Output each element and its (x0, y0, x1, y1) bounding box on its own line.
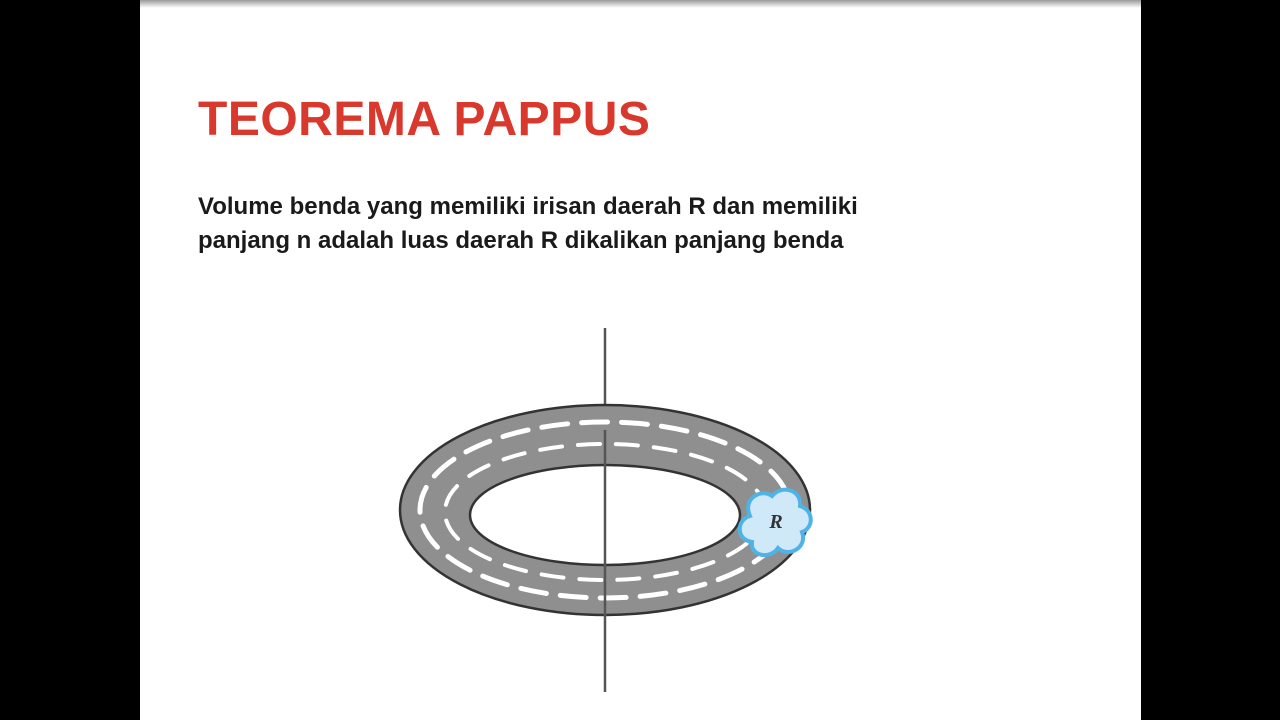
slide-top-shadow (140, 0, 1141, 8)
torus-figure (390, 320, 820, 700)
slide-title: TEOREMA PAPPUS (198, 93, 651, 146)
body-line-2: panjang n adalah luas daerah R dikalikan panjang benda (198, 227, 844, 254)
slide-body-text (198, 190, 1058, 258)
body-line-1: Volume benda yang memiliki irisan daerah R dan memiliki (198, 193, 858, 220)
region-r-label: R (769, 511, 783, 533)
slide (140, 0, 1141, 720)
